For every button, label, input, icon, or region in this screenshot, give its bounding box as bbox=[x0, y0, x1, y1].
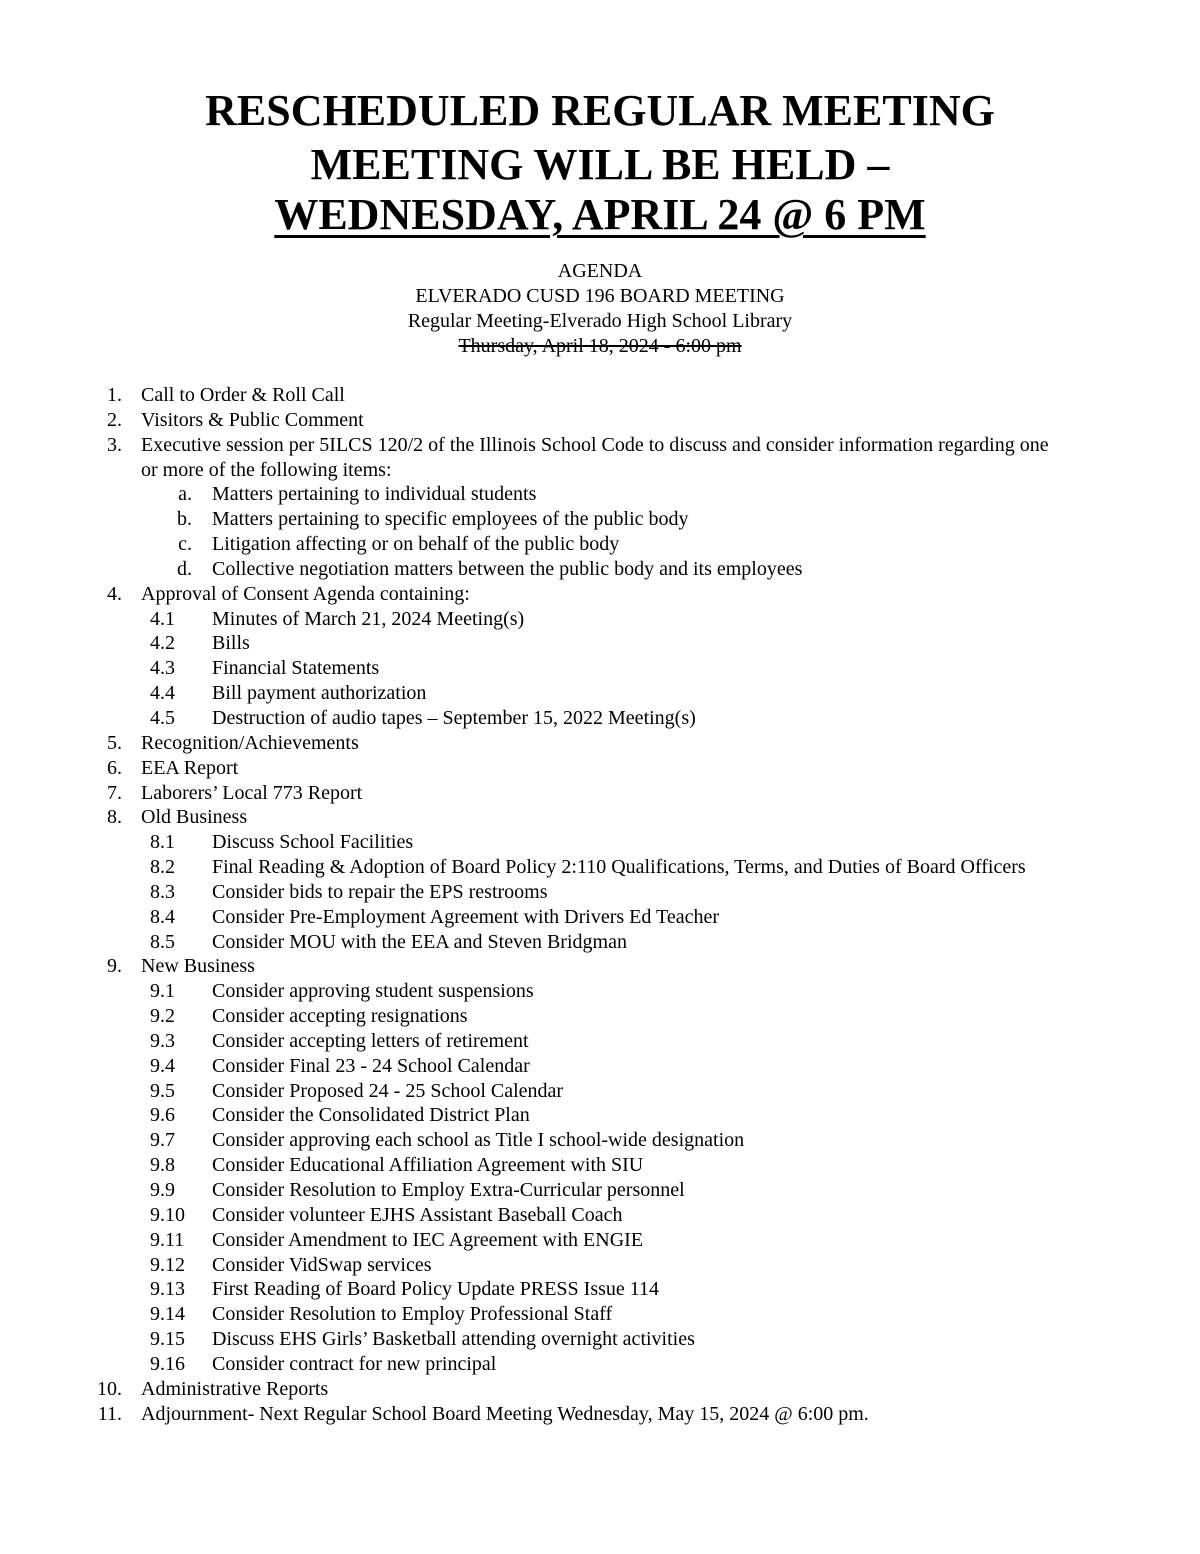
list-item bbox=[0, 1377, 1200, 1402]
item-text: Litigation affecting or on behalf of the public body bbox=[212, 533, 620, 556]
item-number: 9.5 bbox=[150, 1079, 175, 1102]
item-number: 9.6 bbox=[150, 1104, 175, 1127]
item-text: Consider VidSwap services bbox=[212, 1253, 432, 1276]
item-number: 9.16 bbox=[150, 1352, 185, 1375]
item-text: Consider accepting letters of retirement bbox=[212, 1029, 529, 1052]
item-text: Consider approving each school as Title I school-wide designation bbox=[212, 1129, 745, 1152]
list-item bbox=[0, 582, 1200, 607]
item-number: 4.4 bbox=[150, 682, 175, 705]
list-item bbox=[0, 433, 1200, 458]
list-item bbox=[0, 408, 1200, 433]
item-number: a. bbox=[178, 483, 192, 506]
board-name: ELVERADO CUSD 196 BOARD MEETING bbox=[415, 285, 785, 307]
item-number: 4. bbox=[107, 582, 122, 605]
list-subitem bbox=[0, 1352, 1200, 1377]
item-text: Final Reading & Adoption of Board Policy 2:110 Qualifications, Terms, and Duties of Board Officers bbox=[212, 856, 1026, 879]
item-number: 8.3 bbox=[150, 880, 175, 903]
list-subitem bbox=[0, 1029, 1200, 1054]
item-text: Collective negotiation matters between the public body and its employees bbox=[212, 557, 803, 580]
item-number: 9.1 bbox=[150, 980, 175, 1003]
list-item bbox=[0, 954, 1200, 979]
item-text: Adjournment- Next Regular School Board Meeting Wednesday, May 15, 2024 @ 6:00 pm. bbox=[141, 1402, 869, 1425]
list-subitem bbox=[0, 681, 1200, 706]
item-number: b. bbox=[177, 508, 192, 531]
item-text: Destruction of audio tapes – September 15, 2022 Meeting(s) bbox=[212, 706, 696, 729]
list-subitem bbox=[0, 1228, 1200, 1253]
item-number: 9.9 bbox=[150, 1179, 175, 1201]
item-number: 8.4 bbox=[150, 905, 175, 928]
item-number: 4.1 bbox=[150, 607, 175, 630]
agenda-title: AGENDA bbox=[557, 260, 643, 282]
list-subitem bbox=[0, 482, 1200, 507]
headline-line-2: MEETING WILL BE HELD – bbox=[310, 140, 890, 189]
list-subitem bbox=[0, 1103, 1200, 1128]
item-number: 10. bbox=[97, 1377, 122, 1400]
item-number: c. bbox=[178, 533, 192, 556]
item-number: 9.12 bbox=[150, 1253, 185, 1276]
item-number: 9.15 bbox=[150, 1328, 185, 1351]
list-subitem bbox=[0, 532, 1200, 557]
list-item bbox=[0, 1402, 1200, 1427]
item-text: Discuss EHS Girls’ Basketball attending overnight activities bbox=[212, 1328, 695, 1351]
item-number: 9.8 bbox=[150, 1154, 175, 1177]
item-number: 6. bbox=[107, 756, 122, 779]
list-subitem bbox=[0, 656, 1200, 681]
item-text: Discuss School Facilities bbox=[212, 831, 414, 854]
list-subitem bbox=[0, 706, 1200, 731]
list-subitem bbox=[0, 1128, 1200, 1153]
list-item bbox=[0, 756, 1200, 781]
item-text: Consider Proposed 24 - 25 School Calendar bbox=[212, 1079, 564, 1102]
list-subitem bbox=[0, 1079, 1200, 1104]
list-subitem bbox=[0, 905, 1200, 930]
list-subitem bbox=[0, 930, 1200, 955]
item-text: Consider Resolution to Employ Professional Staff bbox=[212, 1303, 613, 1326]
list-item bbox=[0, 781, 1200, 806]
item-text: Visitors & Public Comment bbox=[141, 408, 364, 431]
item-text: New Business bbox=[141, 955, 255, 978]
item-text: Bill payment authorization bbox=[212, 682, 427, 705]
item-number: 2. bbox=[107, 408, 122, 431]
item-number: 7. bbox=[107, 781, 122, 804]
item-text: Approval of Consent Agenda containing: bbox=[141, 582, 470, 605]
item-number: 9.11 bbox=[150, 1228, 185, 1251]
list-subitem bbox=[0, 607, 1200, 632]
list-subitem bbox=[0, 880, 1200, 905]
item-number: 9.4 bbox=[150, 1054, 175, 1077]
item-number: 9.10 bbox=[150, 1203, 185, 1226]
item-number: 9. bbox=[107, 955, 122, 978]
item-text: Executive session per 5ILCS 120/2 of the Illinois School Code to discuss and consider information regarding one bbox=[141, 433, 1049, 456]
item-text: Administrative Reports bbox=[141, 1377, 329, 1400]
item-number: 9.3 bbox=[150, 1029, 175, 1052]
item-number: 9.14 bbox=[150, 1303, 185, 1326]
item-number: 11. bbox=[97, 1402, 122, 1425]
item-text: Bills bbox=[212, 632, 250, 655]
headline-line-1: RESCHEDULED REGULAR MEETING bbox=[205, 86, 995, 135]
item-text: Matters pertaining to individual students bbox=[212, 483, 537, 506]
item-number: 8. bbox=[107, 806, 122, 829]
original-date-struck: Thursday, April 18, 2024 - 6:00 pm bbox=[458, 335, 742, 357]
list-subitem bbox=[0, 1054, 1200, 1079]
item-text: Consider the Consolidated District Plan bbox=[212, 1104, 530, 1127]
item-number: 9.13 bbox=[150, 1278, 185, 1301]
item-text: EEA Report bbox=[141, 756, 239, 779]
item-text: Laborers’ Local 773 Report bbox=[141, 781, 363, 804]
item-number: 4.2 bbox=[150, 632, 175, 655]
item-text: Financial Statements bbox=[212, 657, 380, 680]
item-text: Old Business bbox=[141, 806, 248, 829]
item-text: First Reading of Board Policy Update PRESS Issue 114 bbox=[212, 1278, 660, 1301]
item-text: Consider accepting resignations bbox=[212, 1005, 468, 1028]
item-text: Consider Educational Affiliation Agreement with SIU bbox=[212, 1154, 644, 1177]
list-subitem bbox=[0, 1153, 1200, 1178]
item-text: Consider Resolution to Employ Extra-Curricular personnel bbox=[212, 1179, 685, 1201]
item-text: Consider contract for new principal bbox=[212, 1352, 497, 1375]
list-subitem bbox=[0, 557, 1200, 582]
list-subitem bbox=[0, 1178, 1200, 1203]
item-text: Recognition/Achievements bbox=[141, 731, 359, 754]
item-text: Consider bids to repair the EPS restrooms bbox=[212, 880, 548, 903]
item-text: Matters pertaining to specific employees of the public body bbox=[212, 508, 689, 531]
item-number: 9.2 bbox=[150, 1005, 175, 1028]
list-item bbox=[0, 805, 1200, 830]
list-subitem bbox=[0, 507, 1200, 532]
meeting-location: Regular Meeting-Elverado High School Library bbox=[407, 310, 793, 332]
item-number: 4.3 bbox=[150, 657, 175, 680]
item-number: 8.5 bbox=[150, 930, 175, 953]
item-number: 8.1 bbox=[150, 831, 175, 854]
item-text: Call to Order & Roll Call bbox=[141, 384, 345, 406]
headline-line-3: WEDNESDAY, APRIL 24 @ 6 PM bbox=[274, 190, 926, 239]
item-number: 4.5 bbox=[150, 706, 175, 729]
item-text: or more of the following items: bbox=[141, 458, 392, 481]
list-subitem bbox=[0, 1327, 1200, 1352]
item-text: Consider volunteer EJHS Assistant Baseball Coach bbox=[212, 1203, 623, 1226]
list-item bbox=[0, 731, 1200, 756]
item-number: 3. bbox=[107, 433, 122, 456]
agenda-list bbox=[0, 383, 1200, 1426]
list-item-continuation bbox=[0, 458, 1200, 483]
list-subitem bbox=[0, 631, 1200, 656]
item-text: Consider Amendment to IEC Agreement with ENGIE bbox=[212, 1228, 644, 1251]
item-number: d. bbox=[177, 557, 192, 580]
list-subitem bbox=[0, 1302, 1200, 1327]
item-number: 8.2 bbox=[150, 856, 175, 879]
list-subitem bbox=[0, 855, 1200, 880]
list-subitem bbox=[0, 830, 1200, 855]
item-number: 9.7 bbox=[150, 1129, 175, 1152]
list-subitem bbox=[0, 1203, 1200, 1228]
item-text: Consider Pre-Employment Agreement with Drivers Ed Teacher bbox=[212, 905, 719, 928]
item-text: Minutes of March 21, 2024 Meeting(s) bbox=[212, 607, 525, 630]
list-subitem bbox=[0, 1004, 1200, 1029]
list-subitem bbox=[0, 1253, 1200, 1278]
list-subitem bbox=[0, 979, 1200, 1004]
item-text: Consider Final 23 - 24 School Calendar bbox=[212, 1054, 530, 1077]
list-subitem bbox=[0, 1277, 1200, 1302]
item-number: 1. bbox=[107, 384, 122, 406]
item-text: Consider MOU with the EEA and Steven Bridgman bbox=[212, 930, 627, 953]
list-item bbox=[0, 383, 1200, 408]
item-text: Consider approving student suspensions bbox=[212, 980, 534, 1003]
item-number: 5. bbox=[107, 731, 122, 754]
